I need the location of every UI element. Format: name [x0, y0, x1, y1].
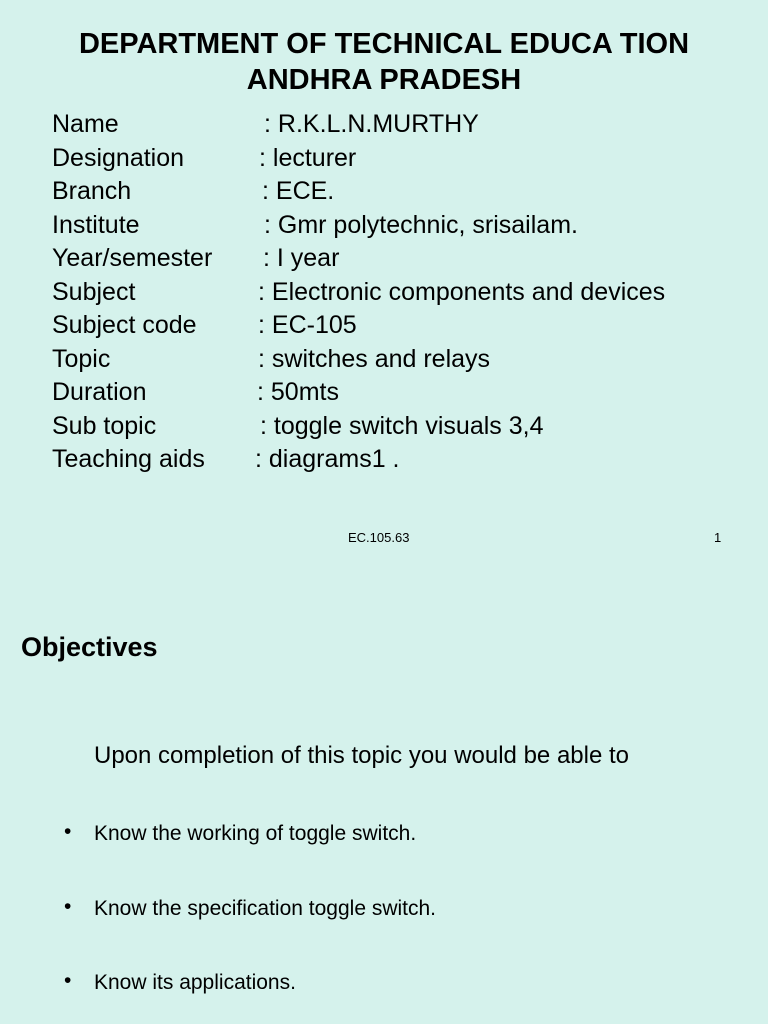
objective-text: Know the working of toggle switch. [94, 822, 417, 845]
slide-page-number: 1 [714, 530, 722, 545]
bullet-dot: • [64, 895, 72, 918]
info-label: Duration [52, 378, 147, 406]
info-label: Teaching aids [52, 445, 205, 473]
info-value: : toggle switch visuals 3,4 [260, 411, 544, 440]
info-value: : R.K.L.N.MURTHY [264, 110, 479, 138]
objectives-intro: Upon completion of this topic you would be able to [94, 742, 629, 769]
title-line-1: DEPARTMENT OF TECHNICAL EDUCA TION [78, 28, 690, 60]
info-value: : lecturer [259, 143, 357, 172]
slide-2 [0, 570, 768, 1024]
info-value: : switches and relays [258, 344, 491, 373]
info-value: : Electronic components and devices [258, 277, 666, 306]
info-label: Designation [52, 143, 185, 172]
info-label: Year/semester [52, 244, 213, 272]
info-label: Institute [52, 210, 140, 239]
info-label: Subject code [52, 311, 197, 339]
objective-text: Know the specification toggle switch. [94, 897, 437, 920]
info-value: : ECE. [262, 177, 335, 205]
objective-text: Know its applications. [94, 971, 296, 994]
info-label: Topic [52, 344, 111, 373]
slide-title [0, 26, 768, 98]
info-value: : diagrams1 . [255, 445, 400, 473]
bullet-dot: • [64, 820, 72, 843]
objectives-heading: Objectives [21, 632, 158, 662]
title-line-2: ANDHRA PRADESH [246, 64, 522, 96]
info-value: : Gmr polytechnic, srisailam. [264, 210, 578, 239]
info-value: : 50mts [257, 378, 339, 406]
bullet-dot: • [64, 969, 72, 992]
slide-footer-code: EC.105.63 [348, 530, 410, 545]
info-value: : I year [263, 244, 340, 272]
info-value: : EC-105 [258, 311, 357, 339]
info-label: Branch [52, 177, 132, 205]
info-label: Name [52, 110, 119, 138]
info-label: Sub topic [52, 411, 157, 440]
info-label: Subject [52, 277, 136, 306]
